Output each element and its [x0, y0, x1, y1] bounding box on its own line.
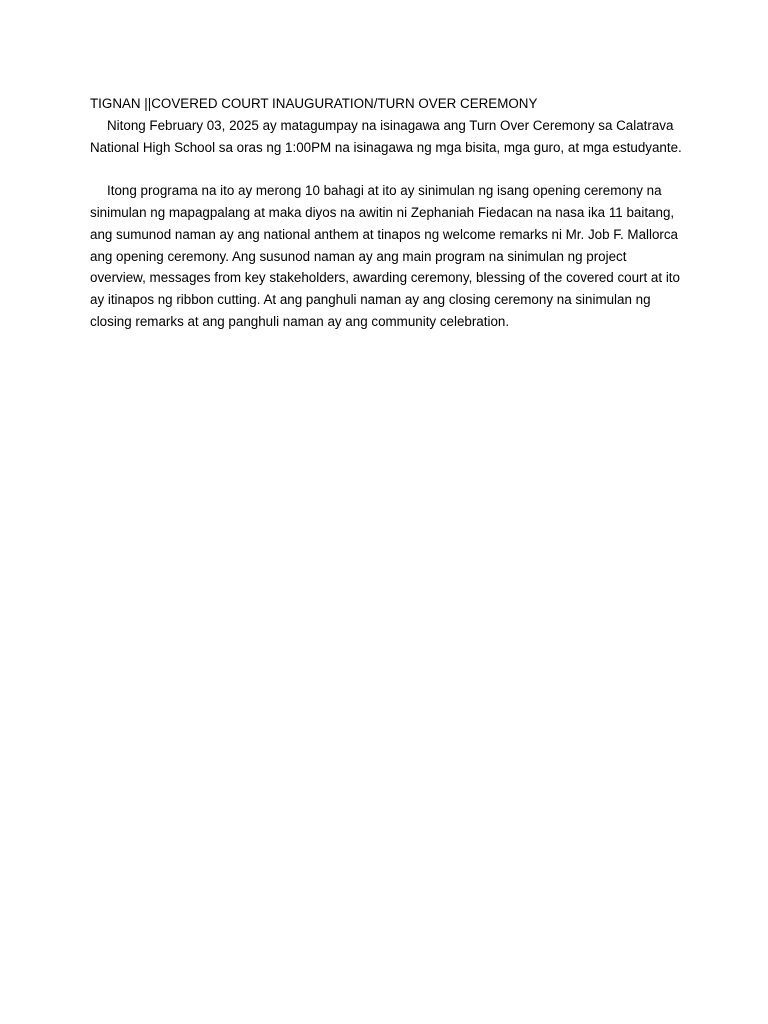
document-heading: TIGNAN ||COVERED COURT INAUGURATION/TURN OVER CEREMONY	[90, 96, 538, 111]
document-body	[90, 93, 682, 333]
paragraph-program: Itong programa na ito ay merong 10 bahagi at ito ay sinimulan ng isang opening ceremony na sinimulan ng mapagpalang at maka diyos na awitin ni Zephaniah Fiedacan na nasa ika 11 baitang, ang sumunod naman ay ang national anthem at tinapos ng welcome remarks ni Mr. Job F. Mallorca ang opening ceremony. Ang susunod naman ay ang main program na sinimulan ng project overview, messages from key stakeholders, awarding ceremony, blessing of the covered court at ito ay itinapos ng ribbon cutting. At ang panghuli naman ay ang closing ceremony na sinimulan ng closing remarks at ang panghuli naman ay ang community celebration.	[90, 183, 680, 329]
paragraph-intro: Nitong February 03, 2025 ay matagumpay na isinagawa ang Turn Over Ceremony sa Calatrava National High School sa oras ng 1:00PM na isinagawa ng mga bisita, mga guro, at mga estudyante.	[90, 117, 682, 155]
paragraph-spacer	[90, 158, 682, 180]
